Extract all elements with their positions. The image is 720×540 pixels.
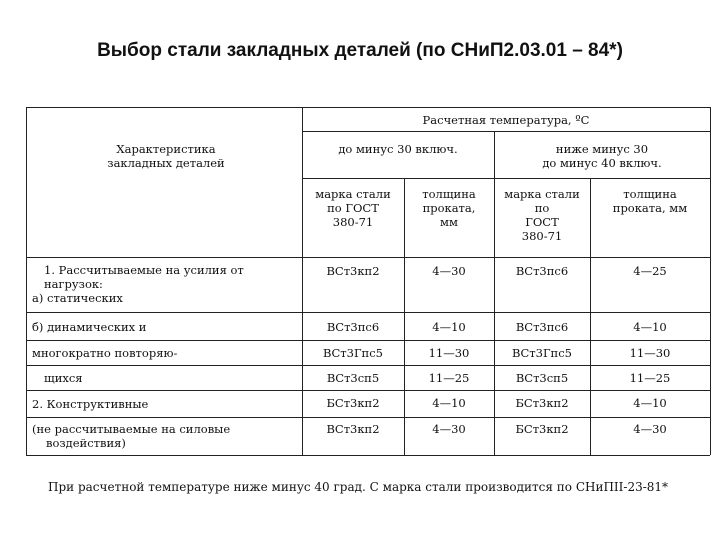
row-divider bbox=[302, 178, 710, 179]
cell-thickness-2: 4—10 bbox=[633, 396, 667, 410]
footnote: При расчетной температуре ниже минус 40 град. С марка стали производится по СНиПII-23-81* bbox=[48, 480, 669, 494]
row-divider bbox=[26, 365, 710, 366]
row-divider bbox=[26, 257, 710, 258]
header-characteristic: Характеристика закладных деталей bbox=[107, 142, 225, 170]
row-divider bbox=[26, 340, 710, 341]
row-divider bbox=[26, 417, 710, 418]
cell-thickness-2: 4—30 bbox=[633, 422, 667, 436]
cell-steel-2: ВСт3Гпс5 bbox=[512, 346, 572, 360]
cell-thickness-2: 4—10 bbox=[633, 320, 667, 334]
cell-thickness-1: 11—25 bbox=[428, 371, 470, 385]
table-border-right bbox=[710, 107, 711, 455]
cell-thickness-1: 11—30 bbox=[428, 346, 470, 360]
cell-steel-2: ВСт3пс6 bbox=[515, 320, 569, 334]
cell-thickness-2: 11—25 bbox=[629, 371, 671, 385]
cell-steel-2: ВСт3сп5 bbox=[515, 371, 569, 385]
header-group-2: ниже минус 30 до минус 40 включ. bbox=[542, 142, 662, 170]
cell-steel-1: ВСт3кп2 bbox=[326, 422, 380, 436]
header-temperature: Расчетная температура, ºС bbox=[422, 113, 590, 127]
cell-thickness-2: 4—25 bbox=[633, 264, 667, 278]
cell-steel-1: ВСт3кп2 bbox=[326, 264, 380, 278]
table-border-top bbox=[26, 107, 710, 108]
row-label: 1. Рассчитываемые на усилия от нагрузок: а) статических bbox=[32, 263, 244, 305]
cell-steel-2: БСт3кп2 bbox=[515, 396, 569, 410]
header-steel-grade-2: марка стали по ГОСТ 380-71 bbox=[504, 187, 580, 243]
cell-steel-1: ВСт3сп5 bbox=[326, 371, 380, 385]
header-thickness-1: толщина проката, мм bbox=[422, 187, 476, 229]
cell-thickness-2: 11—30 bbox=[629, 346, 671, 360]
cell-steel-2: ВСт3пс6 bbox=[515, 264, 569, 278]
cell-thickness-1: 4—10 bbox=[432, 320, 466, 334]
header-group-1: до минус 30 включ. bbox=[338, 142, 458, 156]
column-divider bbox=[590, 178, 591, 455]
steel-selection-table bbox=[26, 107, 710, 455]
cell-thickness-1: 4—30 bbox=[432, 264, 466, 278]
header-thickness-2: толщина проката, мм bbox=[612, 187, 688, 215]
row-label: 2. Конструктивные bbox=[32, 397, 149, 411]
header-steel-grade-1: марка стали по ГОСТ 380-71 bbox=[315, 187, 391, 229]
row-divider bbox=[26, 390, 710, 391]
row-divider bbox=[302, 131, 710, 132]
cell-steel-1: ВСт3Гпс5 bbox=[323, 346, 383, 360]
table-border-bottom bbox=[26, 455, 710, 456]
cell-steel-1: БСт3кп2 bbox=[326, 396, 380, 410]
page-title: Выбор стали закладных деталей (по СНиП2.03.01 – 84*) bbox=[97, 40, 623, 61]
cell-thickness-1: 4—30 bbox=[432, 422, 466, 436]
table-border-left bbox=[26, 107, 27, 455]
row-label: щихся bbox=[44, 371, 83, 385]
row-label: (не рассчитываемые на силовые воздействия) bbox=[32, 422, 231, 450]
row-label: многократно повторяю- bbox=[32, 346, 178, 360]
row-label: б) динамических и bbox=[32, 320, 147, 334]
row-divider bbox=[26, 312, 710, 313]
cell-steel-2: БСт3кп2 bbox=[515, 422, 569, 436]
cell-steel-1: ВСт3пс6 bbox=[326, 320, 380, 334]
cell-thickness-1: 4—10 bbox=[432, 396, 466, 410]
